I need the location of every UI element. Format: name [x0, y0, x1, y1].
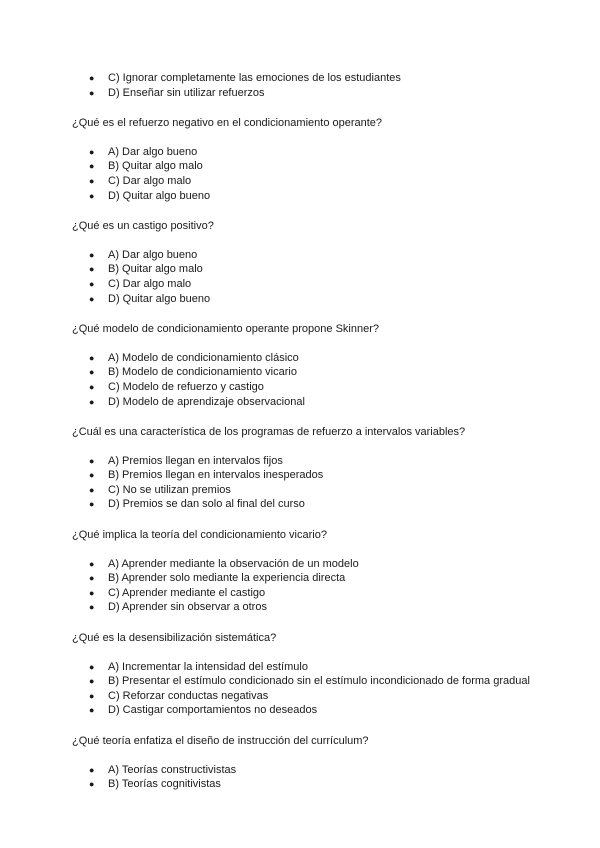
option-item: [72, 86, 532, 101]
question-block: [72, 71, 532, 100]
option-text: A) Modelo de condicionamiento clásico: [108, 351, 299, 364]
options-list: [72, 71, 532, 100]
option-item: [72, 689, 532, 704]
option-text: B) Premios llegan en intervalos inesperados: [108, 469, 324, 482]
option-text: D) Quitar algo bueno: [108, 189, 211, 202]
option-item: [72, 248, 532, 263]
option-item: [72, 174, 532, 189]
option-item: [72, 189, 532, 204]
question-block: [72, 322, 532, 409]
bullet-icon: ●: [89, 779, 95, 790]
bullet-icon: ●: [89, 602, 95, 613]
option-item: [72, 777, 532, 792]
question-text: ¿Cuál es una característica de los programas de refuerzo a intervalos variables?: [72, 426, 466, 439]
option-text: C) Dar algo malo: [108, 277, 192, 290]
bullet-icon: ●: [89, 87, 95, 98]
option-item: [72, 71, 532, 86]
bullet-icon: ●: [89, 470, 95, 481]
bullet-icon: ●: [89, 455, 95, 466]
option-item: [72, 145, 532, 160]
question-block: [72, 734, 532, 792]
bullet-icon: ●: [89, 175, 95, 186]
option-item: [72, 571, 532, 586]
option-text: B) Quitar algo malo: [108, 263, 203, 276]
question-text: ¿Qué modelo de condicionamiento operante propone Skinner?: [72, 323, 379, 336]
question-block: [72, 425, 532, 512]
option-text: C) Aprender mediante el castigo: [108, 586, 266, 599]
bullet-icon: ●: [89, 676, 95, 687]
option-item: [72, 380, 532, 395]
bullet-icon: ●: [89, 278, 95, 289]
option-text: A) Dar algo bueno: [108, 248, 198, 261]
question-block: [72, 116, 532, 203]
option-text: A) Aprender mediante la observación de un modelo: [108, 557, 359, 570]
bullet-icon: ●: [89, 661, 95, 672]
option-item: [72, 703, 532, 718]
question-text: ¿Qué es el refuerzo negativo en el condicionamiento operante?: [72, 117, 383, 130]
option-text: C) Reforzar conductas negativas: [108, 689, 269, 702]
options-list: [72, 557, 532, 615]
options-list: [72, 248, 532, 306]
option-item: [72, 159, 532, 174]
option-text: D) Enseñar sin utilizar refuerzos: [108, 86, 265, 99]
option-text: B) Teorías cognitivistas: [108, 778, 221, 791]
option-item: [72, 365, 532, 380]
options-list: [72, 145, 532, 203]
option-text: A) Teorías constructivistas: [108, 763, 237, 776]
bullet-icon: ●: [89, 587, 95, 598]
bullet-icon: ●: [89, 396, 95, 407]
quiz-content: [72, 71, 532, 792]
bullet-icon: ●: [89, 690, 95, 701]
question-text: ¿Qué es un castigo positivo?: [72, 220, 214, 233]
option-text: A) Premios llegan en intervalos fijos: [108, 454, 283, 467]
question-text: ¿Qué implica la teoría del condicionamiento vicario?: [72, 529, 327, 542]
bullet-icon: ●: [89, 249, 95, 260]
option-item: [72, 660, 532, 675]
bullet-icon: ●: [89, 381, 95, 392]
option-text: D) Aprender sin observar a otros: [108, 601, 267, 614]
option-item: [72, 674, 532, 689]
option-item: [72, 586, 532, 601]
option-text: C) Dar algo malo: [108, 174, 192, 187]
option-item: [72, 454, 532, 469]
bullet-icon: ●: [89, 484, 95, 495]
option-item: [72, 497, 532, 512]
options-list: [72, 454, 532, 512]
options-list: [72, 660, 532, 718]
bullet-icon: ●: [89, 352, 95, 363]
bullet-icon: ●: [89, 73, 95, 83]
option-text: D) Quitar algo bueno: [108, 292, 211, 305]
bullet-icon: ●: [89, 764, 95, 775]
option-item: [72, 483, 532, 498]
option-text: B) Modelo de condicionamiento vicario: [108, 366, 297, 379]
options-list: [72, 763, 532, 792]
option-item: [72, 557, 532, 572]
option-item: [72, 468, 532, 483]
question-block: [72, 219, 532, 306]
option-text: B) Quitar algo malo: [108, 160, 203, 173]
bullet-icon: ●: [89, 293, 95, 304]
option-text: C) No se utilizan premios: [108, 483, 231, 496]
bullet-icon: ●: [89, 264, 95, 275]
bullet-icon: ●: [89, 558, 95, 569]
option-text: A) Incrementar la intensidad del estímulo: [108, 660, 308, 673]
option-item: [72, 277, 532, 292]
option-text: C) Ignorar completamente las emociones de los estudiantes: [108, 72, 401, 84]
option-text: D) Premios se dan solo al final del curso: [108, 498, 305, 511]
question-block: [72, 528, 532, 615]
option-item: [72, 600, 532, 615]
option-item: [72, 262, 532, 277]
question-text: ¿Qué teoría enfatiza el diseño de instrucción del currículum?: [72, 735, 369, 747]
option-item: [72, 292, 532, 307]
option-text: D) Modelo de aprendizaje observacional: [108, 395, 305, 408]
option-item: [72, 763, 532, 778]
bullet-icon: ●: [89, 146, 95, 157]
option-item: [72, 395, 532, 410]
option-text: C) Modelo de refuerzo y castigo: [108, 380, 264, 393]
option-text: D) Castigar comportamientos no deseados: [108, 704, 318, 717]
option-item: [72, 351, 532, 366]
bullet-icon: ●: [89, 573, 95, 584]
bullet-icon: ●: [89, 367, 95, 378]
question-text: ¿Qué es la desensibilización sistemática?: [72, 632, 277, 645]
option-text: B) Aprender solo mediante la experiencia directa: [108, 572, 346, 585]
question-block: [72, 631, 532, 718]
bullet-icon: ●: [89, 705, 95, 716]
bullet-icon: ●: [89, 161, 95, 172]
bullet-icon: ●: [89, 499, 95, 510]
options-list: [72, 351, 532, 409]
bullet-icon: ●: [89, 190, 95, 201]
option-text: A) Dar algo bueno: [108, 145, 198, 158]
option-text: B) Presentar el estímulo condicionado sin el estímulo incondicionado de forma gradual: [108, 675, 530, 688]
